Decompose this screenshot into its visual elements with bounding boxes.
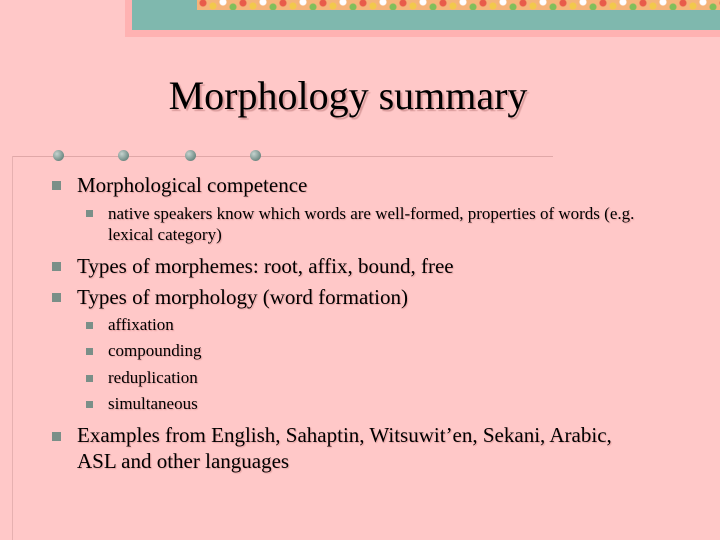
rule-dot-1 bbox=[53, 150, 64, 161]
sub-bullet-text: simultaneous bbox=[108, 394, 198, 413]
bullet-icon bbox=[52, 262, 61, 271]
bullet-text: Types of morphology (word formation) bbox=[77, 285, 408, 309]
sub-bullet-text: native speakers know which words are well-formed, properties of words (e.g. lexical category) bbox=[108, 204, 635, 244]
slide-title: Morphology summary bbox=[168, 73, 528, 118]
sub-bullet-text: compounding bbox=[108, 341, 202, 360]
rule-dot-2 bbox=[118, 150, 129, 161]
bullet-text: Types of morphemes: root, affix, bound, free bbox=[77, 254, 454, 278]
sub-bullet-text: reduplication bbox=[108, 368, 198, 387]
bullet-text: Morphological competence bbox=[77, 173, 308, 197]
sub-bullet-icon bbox=[86, 210, 93, 217]
sub-bullet-text: affixation bbox=[108, 315, 174, 334]
title-rule bbox=[12, 156, 553, 157]
left-rule bbox=[12, 156, 13, 540]
bullet-icon bbox=[52, 432, 61, 441]
bullet-icon bbox=[52, 181, 61, 190]
sub-bullet-icon bbox=[86, 375, 93, 382]
rule-dot-3 bbox=[185, 150, 196, 161]
rule-dot-4 bbox=[250, 150, 261, 161]
sub-bullet-icon bbox=[86, 322, 93, 329]
header-flower-strip bbox=[197, 0, 720, 10]
bullet-text: Examples from English, Sahaptin, Witsuwit’en, Sekani, Arabic, ASL and other languages bbox=[77, 423, 612, 473]
bullet-icon bbox=[52, 293, 61, 302]
sub-bullet-icon bbox=[86, 348, 93, 355]
sub-bullet-icon bbox=[86, 401, 93, 408]
